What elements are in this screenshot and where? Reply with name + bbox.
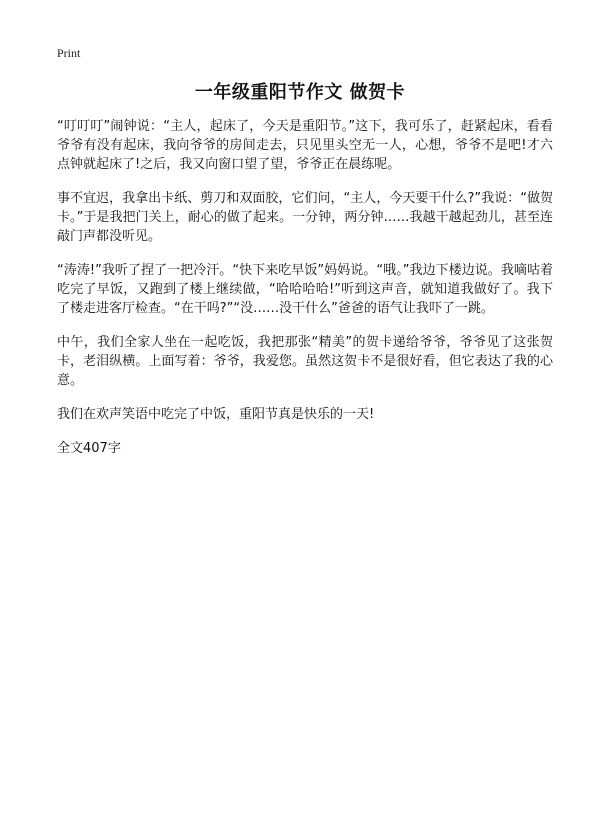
article-paragraph-4: 中午，我们全家人坐在一起吃饭，我把那张“精美”的贺卡递给爷爷，爷爷见了这张贺卡，老泪纵横。上面写着：爷爷，我爱您。虽然这贺卡不是很好看，但它表达了我的心意。 (57, 335, 553, 388)
article-paragraph-1: “叮叮叮”闹钟说：“主人，起床了，今天是重阳节。”这下，我可乐了，赶紧起床，看看爷爷有没有起床，我向爷爷的房间走去，只见里头空无一人，心想，爷爷不是吧!才六点钟就起床了!之后，我又向窗口望了望，爷爷正在晨练呢。 (57, 119, 553, 172)
word-count: 全文407字 (57, 441, 121, 456)
article-paragraph-2: 事不宜迟，我拿出卡纸、剪刀和双面胶，它们问，“主人，今天要干什么?”我说：“做贺卡。”于是我把门关上，耐心的做了起来。一分钟，两分钟……我越干越起劲儿，甚至连敲门声都没听见。 (57, 191, 553, 244)
article-body (57, 117, 553, 458)
article-paragraph-3: “涛涛!”我听了捏了一把冷汗。“快下来吃早饭”妈妈说。“哦。”我边下楼边说。我嘀咕着吃完了早饭，又跑到了楼上继续做，“哈哈哈哈!”听到这声音，就知道我做好了。我下了楼走进客厅检查。“在干吗?”“没……没干什么”爸爸的语气让我吓了一跳。 (57, 263, 553, 316)
article-paragraph-5: 我们在欢声笑语中吃完了中饭，重阳节真是快乐的一天! (57, 407, 375, 422)
article-title: 一年级重阳节作文 做贺卡 (194, 82, 406, 103)
print-link[interactable]: Print (57, 46, 81, 60)
